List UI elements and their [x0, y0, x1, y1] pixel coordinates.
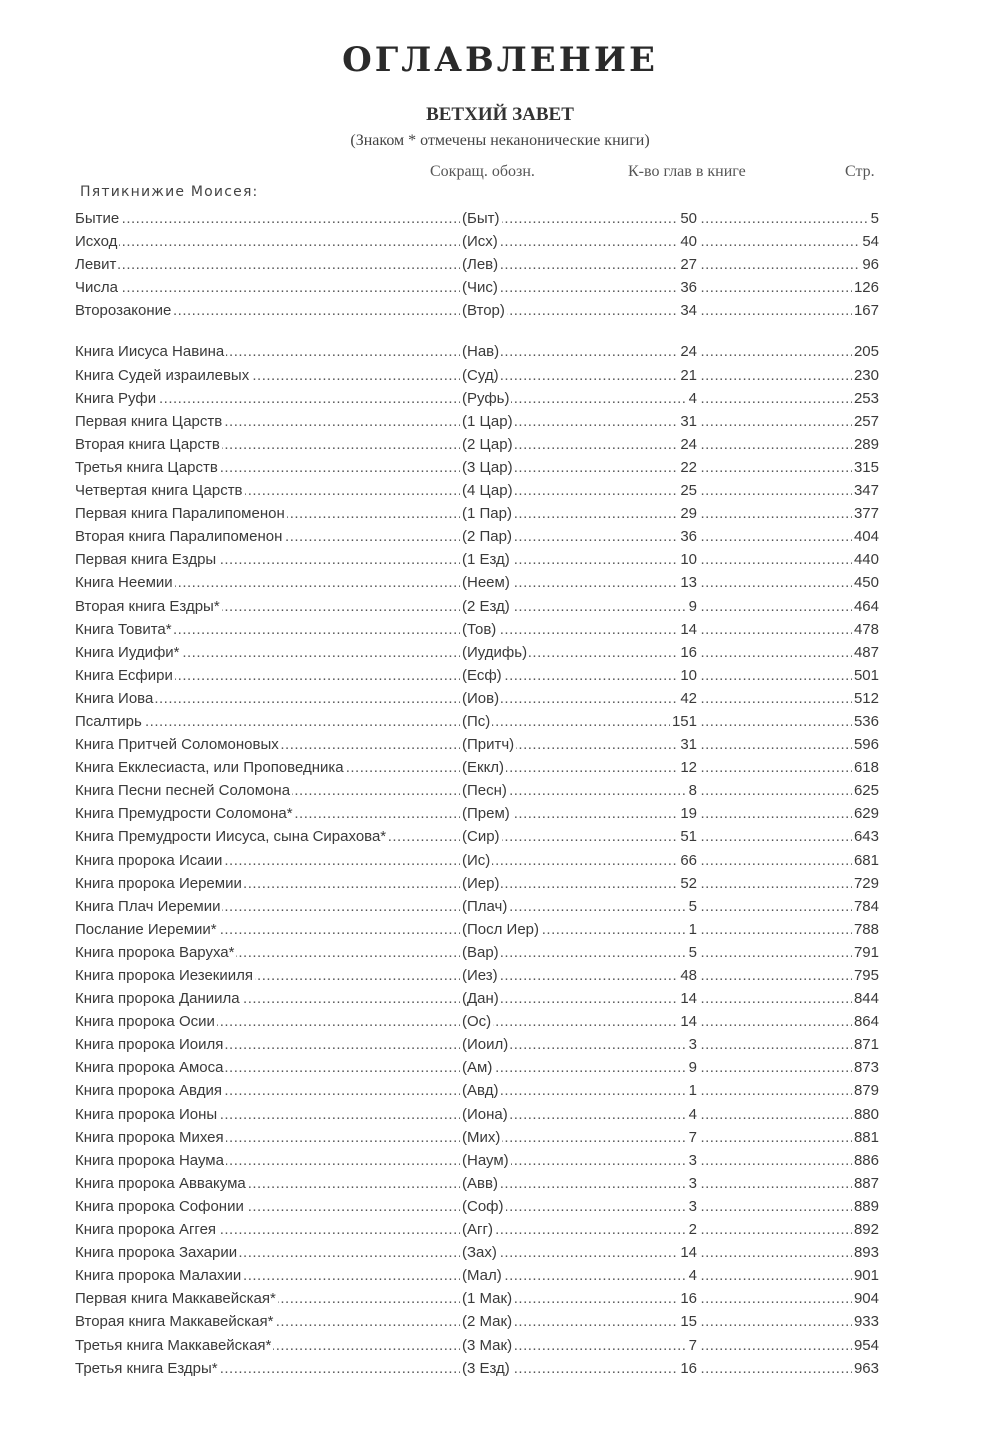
book-name: Третья книга Царств [75, 458, 218, 476]
book-name: Левит [75, 256, 117, 274]
page-number: 873 [853, 1059, 879, 1077]
chapter-count: 31 [680, 412, 697, 430]
book-name: Книга Неемии [75, 574, 173, 592]
book-abbreviation: (Ам) [462, 1059, 493, 1077]
book-name: Книга пророка Иеремии [75, 874, 242, 892]
toc-entry[interactable] [75, 687, 879, 710]
page-number: 791 [853, 943, 879, 961]
book-name: Первая книга Паралипоменон [75, 505, 285, 523]
page-number: 501 [853, 666, 879, 684]
page-number: 729 [853, 874, 879, 892]
chapter-count: 27 [680, 256, 697, 274]
page-number: 54 [862, 233, 879, 251]
column-header-chapters: К-во глав в книге [628, 163, 746, 180]
section-title: ВЕТХИЙ ЗАВЕТ [426, 104, 574, 125]
page-number: 464 [853, 597, 879, 615]
toc-entry[interactable] [75, 825, 879, 848]
page-number: 126 [853, 279, 879, 297]
page-number: 954 [853, 1336, 879, 1354]
page-number: 618 [853, 759, 879, 777]
book-abbreviation: (Иер) [462, 874, 500, 892]
chapter-count: 16 [680, 1359, 697, 1377]
chapter-count: 52 [680, 874, 697, 892]
book-name: Книга Премудрости Соломона* [75, 805, 293, 823]
book-abbreviation: (Ис) [462, 851, 491, 869]
book-name: Третья книга Маккавейская* [75, 1336, 272, 1354]
toc-entry[interactable] [75, 502, 879, 525]
toc-entry[interactable] [75, 941, 879, 964]
table-of-contents [75, 207, 879, 1380]
page-number: 487 [853, 643, 879, 661]
book-name: Послание Иеремии* [75, 920, 217, 938]
book-abbreviation: (4 Цар) [462, 482, 513, 500]
page-number: 536 [853, 712, 879, 730]
book-name: Книга Иудифи* [75, 643, 180, 661]
page-number: 5 [870, 210, 879, 227]
book-abbreviation: (Быт) [462, 210, 500, 227]
toc-entry[interactable] [75, 433, 879, 456]
toc-entry[interactable] [75, 1218, 879, 1241]
book-abbreviation: (Есф) [462, 666, 502, 684]
chapter-count: 24 [680, 343, 697, 361]
book-abbreviation: (Наум) [462, 1151, 509, 1169]
toc-entry[interactable] [75, 230, 879, 253]
page-number: 205 [853, 343, 879, 361]
book-abbreviation: (Прем) [462, 805, 510, 823]
book-abbreviation: (Чис) [462, 279, 498, 297]
toc-entry[interactable] [75, 710, 879, 733]
book-abbreviation: (Нав) [462, 343, 500, 361]
page-number: 864 [853, 1013, 879, 1031]
book-name: Первая книга Царств [75, 412, 223, 430]
page-number: 904 [853, 1290, 879, 1308]
book-abbreviation: (Руфь) [462, 389, 510, 407]
book-abbreviation: (Иез) [462, 967, 498, 984]
book-name: Книга пророка Иезекииля [75, 967, 253, 984]
book-abbreviation: (Вар) [462, 943, 499, 961]
toc-entry[interactable] [75, 1334, 879, 1357]
page-number: 257 [853, 412, 879, 430]
toc-entry[interactable] [75, 1103, 879, 1126]
book-name: Книга пророка Осии [75, 1013, 215, 1031]
book-name: Бытие [75, 210, 120, 227]
book-abbreviation: (2 Цар) [462, 435, 513, 453]
book-abbreviation: (Еккл) [462, 759, 505, 777]
chapter-count: 66 [680, 851, 697, 869]
book-abbreviation: (Мих) [462, 1128, 501, 1146]
book-abbreviation: (1 Пар) [462, 505, 512, 523]
book-name: Четвертая книга Царств [75, 482, 243, 500]
toc-entry[interactable] [75, 276, 879, 299]
page-number: 478 [853, 620, 879, 638]
toc-entry[interactable] [75, 1195, 879, 1218]
page-number: 512 [853, 689, 879, 707]
toc-entry[interactable] [75, 918, 879, 941]
page-number: 440 [853, 551, 879, 569]
book-name: Третья книга Ездры* [75, 1359, 218, 1377]
toc-entry[interactable] [75, 571, 879, 594]
chapter-count: 40 [680, 233, 697, 251]
book-name: Первая книга Ездры [75, 551, 217, 569]
page-number: 784 [853, 897, 879, 915]
page-title: ОГЛАВЛЕНИЕ [342, 40, 658, 80]
page-number: 347 [853, 482, 879, 500]
toc-entry[interactable] [75, 387, 879, 410]
page-number: 901 [853, 1267, 879, 1285]
toc-entry[interactable] [75, 595, 879, 618]
book-abbreviation: (Ос) [462, 1013, 492, 1031]
toc-entry[interactable] [75, 1172, 879, 1195]
book-name: Книга Есфири [75, 666, 173, 684]
page-number: 596 [853, 736, 879, 754]
book-name: Вторая книга Царств [75, 435, 220, 453]
toc-entry[interactable] [75, 618, 879, 641]
chapter-count: 2 [688, 1221, 697, 1239]
book-name: Книга пророка Ионы [75, 1105, 218, 1123]
book-name: Книга Премудрости Иисуса, сына Сирахова* [75, 828, 387, 846]
book-abbreviation: (Сир) [462, 828, 500, 846]
column-header-abbreviation: Сокращ. обозн. [430, 163, 535, 180]
chapter-count: 10 [680, 666, 697, 684]
toc-entry[interactable] [75, 849, 879, 872]
page-number: 643 [853, 828, 879, 846]
book-name: Книга пророка Софонии [75, 1197, 244, 1215]
book-name: Книга Притчей Соломоновых [75, 736, 279, 754]
chapter-count: 13 [680, 574, 697, 592]
chapter-count: 16 [680, 1290, 697, 1308]
book-abbreviation: (Притч) [462, 736, 515, 754]
book-abbreviation: (Иудифь) [462, 643, 528, 661]
book-abbreviation: (Суд) [462, 366, 499, 384]
page-number: 887 [853, 1174, 879, 1192]
chapter-count: 9 [688, 597, 697, 615]
book-name: Книга Судей израилевых [75, 366, 250, 384]
group-label-pentateuch: Пятикнижие Моисея: [80, 184, 259, 200]
book-name: Книга Екклесиаста, или Проповедника [75, 759, 344, 777]
book-abbreviation: (2 Пар) [462, 528, 512, 546]
chapter-count: 8 [688, 782, 697, 800]
book-abbreviation: (Иоил) [462, 1036, 509, 1054]
chapter-count: 4 [688, 1267, 697, 1285]
toc-entry[interactable] [75, 253, 879, 276]
book-abbreviation: (1 Мак) [462, 1290, 513, 1308]
chapter-count: 51 [680, 828, 697, 846]
book-name: Книга пророка Михея [75, 1128, 224, 1146]
chapter-count: 3 [688, 1036, 697, 1054]
chapter-count: 50 [680, 210, 697, 227]
book-abbreviation: (2 Езд) [462, 597, 510, 615]
chapter-count: 151 [671, 712, 697, 730]
chapter-count: 21 [680, 366, 697, 384]
book-name: Первая книга Маккавейская* [75, 1290, 276, 1308]
page-number: 892 [853, 1221, 879, 1239]
toc-entry[interactable] [75, 410, 879, 433]
chapter-count: 29 [680, 505, 697, 523]
chapter-count: 5 [688, 943, 697, 961]
book-abbreviation: (Мал) [462, 1267, 502, 1285]
page-number: 253 [853, 389, 879, 407]
toc-entry[interactable] [75, 1264, 879, 1287]
book-name: Книга Песни песней Соломона [75, 782, 291, 800]
book-abbreviation: (Посл Иер) [462, 920, 539, 938]
book-abbreviation: (Песн) [462, 782, 507, 800]
toc-entry[interactable] [75, 1126, 879, 1149]
toc-entry[interactable] [75, 987, 879, 1010]
book-name: Вторая книга Паралипоменон [75, 528, 283, 546]
book-name: Книга пророка Амоса [75, 1059, 224, 1077]
toc-entry[interactable] [75, 1241, 879, 1264]
toc-entry[interactable] [75, 1287, 879, 1310]
book-abbreviation: (Соф) [462, 1197, 504, 1215]
chapter-count: 1 [688, 1082, 697, 1100]
chapter-count: 3 [688, 1197, 697, 1215]
book-name: Вторая книга Ездры* [75, 597, 220, 615]
book-abbreviation: (Исх) [462, 233, 498, 251]
toc-entry[interactable] [75, 479, 879, 502]
chapter-count: 5 [688, 897, 697, 915]
book-abbreviation: (Иов) [462, 689, 500, 707]
page-number: 795 [853, 967, 879, 984]
toc-entry[interactable] [75, 207, 879, 230]
book-abbreviation: (Неем) [462, 574, 510, 592]
chapter-count: 9 [688, 1059, 697, 1077]
chapter-count: 4 [688, 1105, 697, 1123]
toc-entry[interactable] [75, 456, 879, 479]
chapter-count: 48 [680, 967, 697, 984]
page-number: 871 [853, 1036, 879, 1054]
page-number: 450 [853, 574, 879, 592]
page-number: 315 [853, 458, 879, 476]
page-number: 886 [853, 1151, 879, 1169]
toc-entry[interactable] [75, 340, 879, 363]
book-abbreviation: (Агг) [462, 1221, 493, 1239]
page-number: 289 [853, 435, 879, 453]
chapter-count: 1 [688, 920, 697, 938]
chapter-count: 10 [680, 551, 697, 569]
chapter-count: 7 [688, 1128, 697, 1146]
chapter-count: 14 [680, 1013, 697, 1031]
toc-entry[interactable] [75, 1033, 879, 1056]
chapter-count: 12 [680, 759, 697, 777]
page-number: 404 [853, 528, 879, 546]
toc-entry[interactable] [75, 1310, 879, 1333]
book-name: Книга пророка Иоиля [75, 1036, 224, 1054]
page-number: 933 [853, 1313, 879, 1331]
page-number: 167 [853, 302, 879, 320]
page-number: 377 [853, 505, 879, 523]
book-name: Книга пророка Захарии [75, 1244, 238, 1262]
chapter-count: 14 [680, 620, 697, 638]
chapter-count: 14 [680, 1244, 697, 1262]
chapter-count: 34 [680, 302, 697, 320]
page-number: 881 [853, 1128, 879, 1146]
book-name: Исход [75, 233, 118, 251]
chapter-count: 22 [680, 458, 697, 476]
noncanonical-note: (Знаком * отмечены неканонические книги) [350, 132, 650, 149]
book-name: Книга Иова [75, 689, 154, 707]
book-name: Книга пророка Исаии [75, 851, 223, 869]
book-abbreviation: (Иона) [462, 1105, 508, 1123]
page-number: 681 [853, 851, 879, 869]
chapter-count: 7 [688, 1336, 697, 1354]
toc-entry[interactable] [75, 525, 879, 548]
book-abbreviation: (Тов) [462, 620, 497, 638]
book-abbreviation: (Авв) [462, 1174, 498, 1192]
toc-entry[interactable] [75, 802, 879, 825]
book-abbreviation: (3 Цар) [462, 458, 513, 476]
toc-entry[interactable] [75, 964, 879, 987]
book-abbreviation: (Зах) [462, 1244, 497, 1262]
book-name: Книга пророка Малахии [75, 1267, 242, 1285]
book-abbreviation: (3 Мак) [462, 1336, 513, 1354]
book-abbreviation: (Дан) [462, 990, 499, 1008]
book-name: Псалтирь [75, 712, 142, 730]
book-name: Второзаконие [75, 302, 172, 320]
book-name: Вторая книга Маккавейская* [75, 1313, 274, 1331]
toc-entry[interactable] [75, 1357, 879, 1380]
chapter-count: 19 [680, 805, 697, 823]
toc-entry[interactable] [75, 299, 879, 322]
page-number: 879 [853, 1082, 879, 1100]
page-number: 230 [853, 366, 879, 384]
book-abbreviation: (Плач) [462, 897, 508, 915]
toc-entry[interactable] [75, 779, 879, 802]
toc-entry[interactable] [75, 1010, 879, 1033]
chapter-count: 15 [680, 1313, 697, 1331]
book-name: Числа [75, 279, 118, 297]
toc-entry[interactable] [75, 1149, 879, 1172]
book-name: Книга Товита* [75, 620, 172, 638]
book-name: Книга пророка Варуха* [75, 943, 235, 961]
toc-entry[interactable] [75, 1056, 879, 1079]
chapter-count: 25 [680, 482, 697, 500]
toc-entry[interactable] [75, 756, 879, 779]
chapter-count: 14 [680, 990, 697, 1008]
page-number: 96 [862, 256, 879, 274]
toc-entry[interactable] [75, 641, 879, 664]
book-name: Книга пророка Аггея [75, 1221, 217, 1239]
chapter-count: 3 [688, 1174, 697, 1192]
book-abbreviation: (3 Езд) [462, 1359, 510, 1377]
chapter-count: 3 [688, 1151, 697, 1169]
book-name: Книга пророка Наума [75, 1151, 224, 1169]
book-name: Книга пророка Даниила [75, 990, 240, 1008]
book-abbreviation: (2 Мак) [462, 1313, 513, 1331]
book-abbreviation: (Авд) [462, 1082, 499, 1100]
toc-entry[interactable] [75, 548, 879, 571]
book-name: Книга пророка Аввакума [75, 1174, 246, 1192]
page-number: 625 [853, 782, 879, 800]
column-header-page: Стр. [845, 163, 875, 180]
book-name: Книга Руфи [75, 389, 157, 407]
page-number: 788 [853, 920, 879, 938]
page-number: 880 [853, 1105, 879, 1123]
page-number: 889 [853, 1197, 879, 1215]
book-abbreviation: (Лев) [462, 256, 499, 274]
toc-entry[interactable] [75, 364, 879, 387]
toc-entry[interactable] [75, 664, 879, 687]
chapter-count: 42 [680, 689, 697, 707]
chapter-count: 4 [688, 389, 697, 407]
toc-entry[interactable] [75, 895, 879, 918]
book-abbreviation: (1 Цар) [462, 412, 513, 430]
page-number: 629 [853, 805, 879, 823]
page-number: 893 [853, 1244, 879, 1262]
toc-entry[interactable] [75, 872, 879, 895]
book-abbreviation: (Пс) [462, 712, 491, 730]
chapter-count: 36 [680, 279, 697, 297]
chapter-count: 36 [680, 528, 697, 546]
book-abbreviation: (Втор) [462, 302, 505, 320]
chapter-count: 16 [680, 643, 697, 661]
chapter-count: 24 [680, 435, 697, 453]
book-name: Книга Плач Иеремии [75, 897, 221, 915]
page-number: 963 [853, 1359, 879, 1377]
book-name: Книга пророка Авдия [75, 1082, 223, 1100]
toc-entry[interactable] [75, 1079, 879, 1102]
chapter-count: 31 [680, 736, 697, 754]
book-abbreviation: (1 Езд) [462, 551, 510, 569]
page-number: 844 [853, 990, 879, 1008]
book-name: Книга Иисуса Навина [75, 343, 225, 361]
toc-entry[interactable] [75, 733, 879, 756]
